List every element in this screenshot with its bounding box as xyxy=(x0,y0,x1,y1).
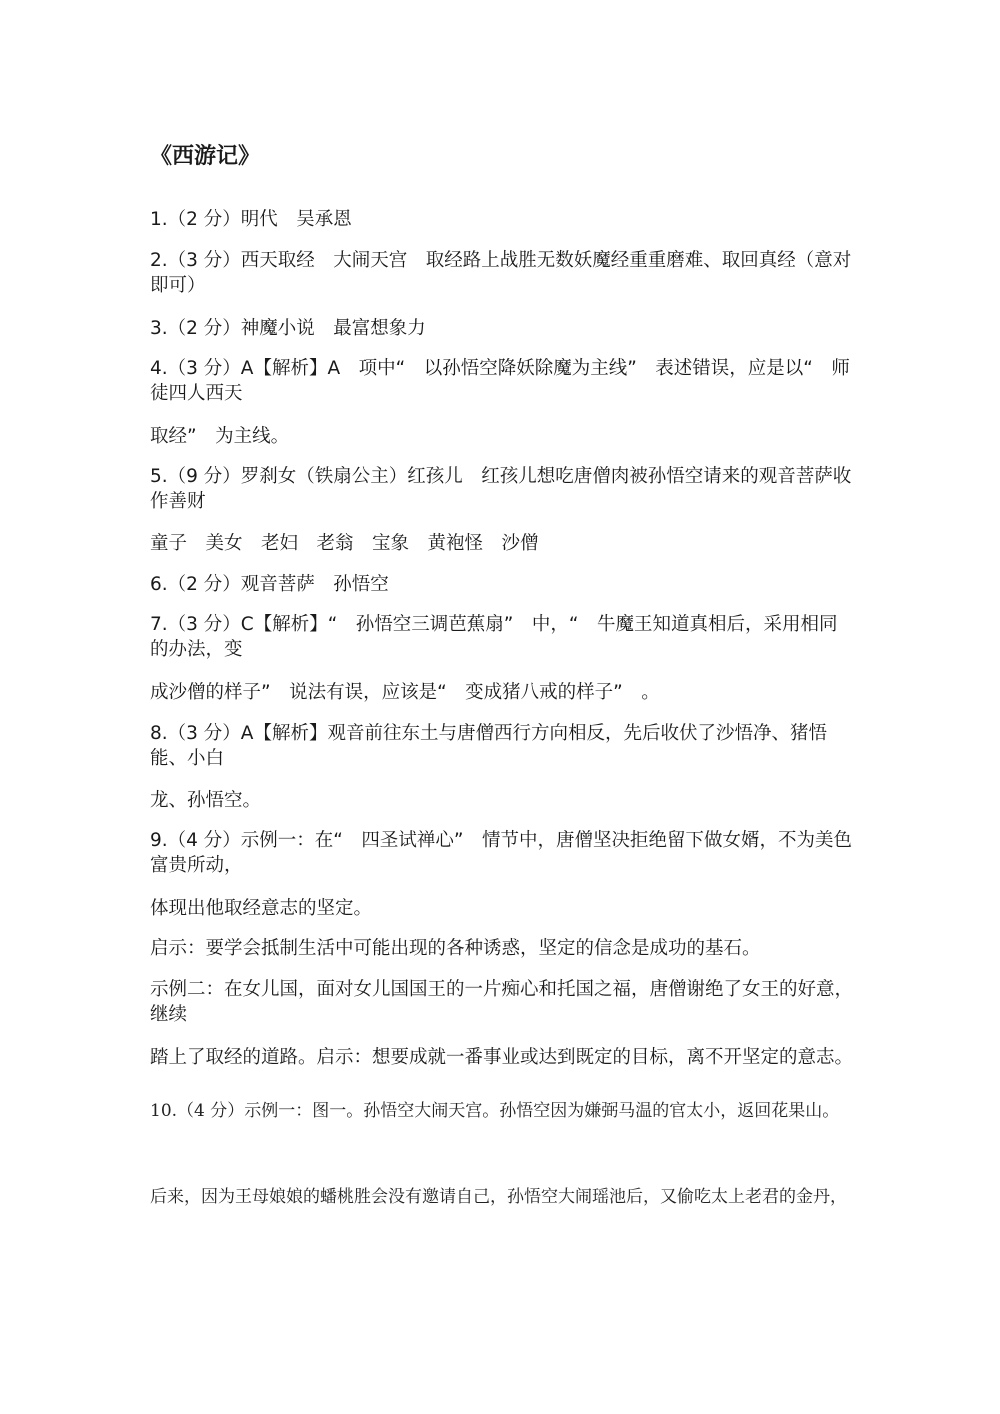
answer-7: 7.（3 分）C【解析】“ 孙悟空三调芭蕉扇” 中，“ 牛魔王知道真相后，采用相同的办法，变 xyxy=(150,614,838,660)
answer-4-continued: 取经” 为主线。 xyxy=(150,426,290,447)
answer-8: 8.（3 分）A【解析】观音前往东土与唐僧西行方向相反，先后收伏了沙悟净、猪悟能、小白 xyxy=(150,723,827,769)
document-title: 《西游记》 xyxy=(150,144,261,169)
answer-4: 4.（3 分）A【解析】A 项中“ 以孙悟空降妖除魔为主线” 表述错误，应是以“ 师徒四人西天 xyxy=(150,358,850,404)
answer-3: 3.（2 分）神魔小说 最富想象力 xyxy=(150,318,426,339)
answer-5: 5.（9 分）罗刹女（铁扇公主）红孩儿 红孩儿想吃唐僧肉被孙悟空请来的观音菩萨收作善财 xyxy=(150,466,852,512)
answer-10-continued: 后来，因为王母娘娘的蟠桃胜会没有邀请自己，孙悟空大闹瑶池后，又偷吃太上老君的金丹， xyxy=(150,1187,847,1207)
answer-9-example-two: 示例二：在女儿国，面对女儿国国王的一片痴心和托国之福，唐僧谢绝了女王的好意，继续 xyxy=(150,979,854,1025)
answer-9-insight: 启示：要学会抵制生活中可能出现的各种诱惑，坚定的信念是成功的基石。 xyxy=(150,938,761,959)
answer-7-continued: 成沙僧的样子” 说法有误，应该是“ 变成猪八戒的样子” 。 xyxy=(150,682,660,703)
answer-5-continued: 童子 美女 老妇 老翁 宝象 黄袍怪 沙僧 xyxy=(150,533,539,554)
answer-1: 1.（2 分）明代 吴承恩 xyxy=(150,209,352,230)
answer-6: 6.（2 分）观音菩萨 孙悟空 xyxy=(150,574,389,595)
answer-9-example-two-continued: 踏上了取经的道路。启示：想要成就一番事业或达到既定的目标，离不开坚定的意志。 xyxy=(150,1047,854,1068)
answer-9: 9.（4 分）示例一：在“ 四圣试禅心” 情节中，唐僧坚决拒绝留下做女婿，不为美色富贵所动， xyxy=(150,830,852,876)
answer-9-continued: 体现出他取经意志的坚定。 xyxy=(150,898,373,919)
answer-2: 2.（3 分）西天取经 大闹天宫 取经路上战胜无数妖魔经重重磨难、取回真经（意对即可） xyxy=(150,250,852,296)
answer-8-continued: 龙、孙悟空。 xyxy=(150,790,262,811)
answer-10: 10.（4 分）示例一：图一。孙悟空大闹天宫。孙悟空因为嫌弼马温的官太小，返回花果山。 xyxy=(150,1101,840,1121)
